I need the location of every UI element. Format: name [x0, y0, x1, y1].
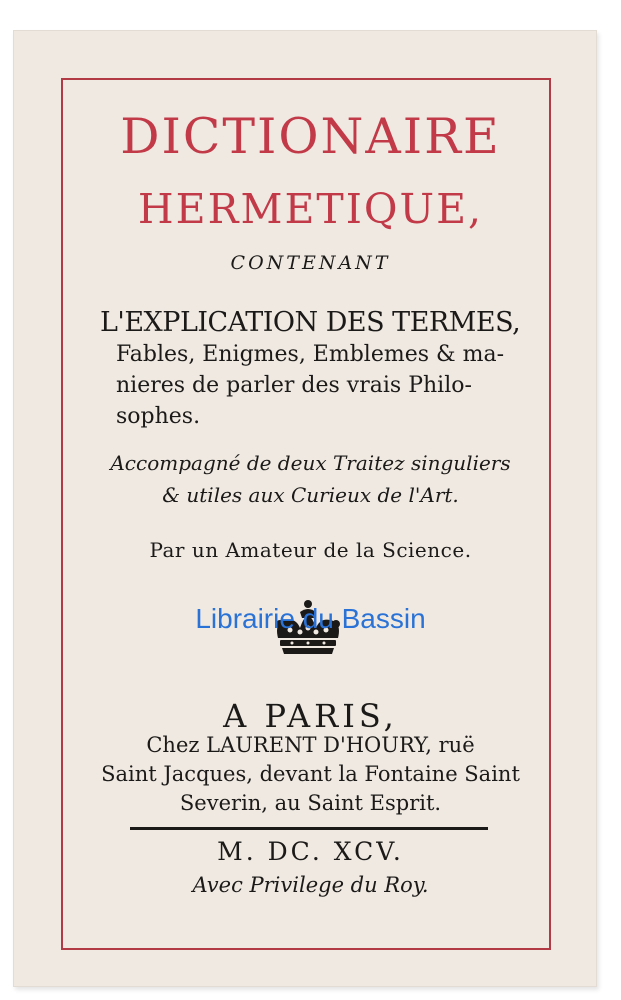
- watermark-text: Librairie du Bassin: [195, 603, 426, 634]
- publication-year: M. DC. XCV.: [217, 837, 404, 866]
- author-line: Par un Amateur de la Science.: [149, 538, 472, 562]
- explication-line-3: nieres de parler des vrais Philo-: [116, 373, 472, 398]
- privilege-line: Avec Privilege du Roy.: [192, 873, 429, 897]
- title-line-2: HERMETIQUE,: [137, 185, 484, 233]
- imprint-line-2: Saint Jacques, devant la Fontaine Saint: [101, 762, 520, 786]
- accompagne-line-2: & utiles aux Curieux de l'Art.: [162, 483, 459, 507]
- accompagne-line-1: Accompagné de deux Traitez singuliers: [110, 451, 511, 475]
- imprint-line-1: Chez LAURENT D'HOURY, ruë: [146, 733, 475, 757]
- title-line-1: DICTIONAIRE: [120, 108, 501, 165]
- explication-line-4: sophes.: [116, 404, 201, 429]
- divider-rule: [130, 827, 488, 830]
- explication-line-1: L'EXPLICATION DES TERMES,: [100, 307, 521, 338]
- imprint-line-3: Severin, au Saint Esprit.: [179, 791, 442, 815]
- contenant-heading: CONTENANT: [230, 252, 391, 274]
- imprint-city: A PARIS,: [223, 697, 398, 735]
- explication-line-2: Fables, Enigmes, Emblemes & ma-: [116, 342, 505, 367]
